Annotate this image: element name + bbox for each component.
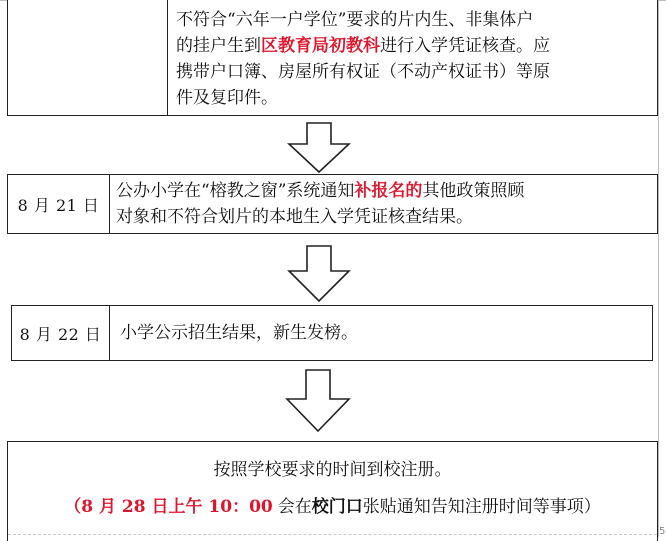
registration-time-highlight: 8 月 28 日上午 10：00 — [81, 497, 273, 517]
supplementary-registration-highlight: 补报名的 — [354, 181, 423, 201]
down-arrow-icon — [285, 369, 351, 433]
step-box-3-text-cell — [120, 306, 646, 360]
step-box-2-line-1-suffix: 其他政策照顾 — [422, 181, 525, 201]
step-box-4-suffix: 张贴通知告知注册时间等事项） — [362, 497, 601, 517]
page-number: 5 — [659, 526, 666, 537]
step-box-3-date: 8 月 22 日 — [19, 324, 102, 344]
step-box-3 — [11, 305, 653, 361]
step-box-4-line-1: 按照学校要求的时间到校注册。 — [213, 460, 452, 480]
step-box-3-date-cell — [12, 306, 110, 360]
school-gate-highlight: 校门口 — [311, 497, 363, 517]
step-box-2-date-cell — [8, 175, 110, 233]
page-edge-right — [658, 0, 659, 537]
step-box-1-date-cell — [8, 0, 168, 115]
step-box-2 — [7, 174, 658, 234]
page-break-line — [8, 534, 657, 535]
step-box-1-line-1: 不符合“六年一户学位”要求的片内生、非集体户 — [176, 10, 534, 30]
step-box-1-line-2-prefix: 的挂户生到 — [176, 36, 261, 56]
step-box-4-open-paren: （ — [64, 497, 82, 517]
step-box-1-line-2-suffix: 进行入学凭证核查。应 — [380, 36, 550, 56]
step-box-2-line-2: 对象和不符合划片的本地生入学凭证核查结果。 — [116, 207, 473, 227]
step-box-2-line-1-prefix: 公办小学在“榕教之窗”系统通知 — [116, 181, 355, 201]
step-box-2-date: 8 月 21 日 — [17, 195, 100, 215]
step-box-2-line-1 — [116, 178, 651, 204]
education-bureau-highlight: 区教育局初教科 — [261, 36, 380, 56]
step-box-1-text-cell — [176, 0, 649, 115]
step-box-4-mid-text: 会在 — [277, 497, 312, 517]
step-box-2-text-cell — [116, 175, 651, 233]
step-box-3-text: 小学公示招生结果，新生发榜。 — [120, 323, 358, 343]
step-box-1 — [7, 0, 658, 116]
step-box-1-line-3: 携带户口簿、房屋所有权证（不动产权证书）等原 — [176, 62, 550, 82]
down-arrow-icon — [287, 245, 351, 303]
step-box-4 — [7, 441, 658, 541]
down-arrow-icon — [287, 122, 351, 174]
step-box-4-line-2 — [8, 492, 657, 517]
step-box-1-line-2 — [176, 33, 649, 59]
step-box-1-line-4: 件及复印件。 — [176, 88, 278, 108]
